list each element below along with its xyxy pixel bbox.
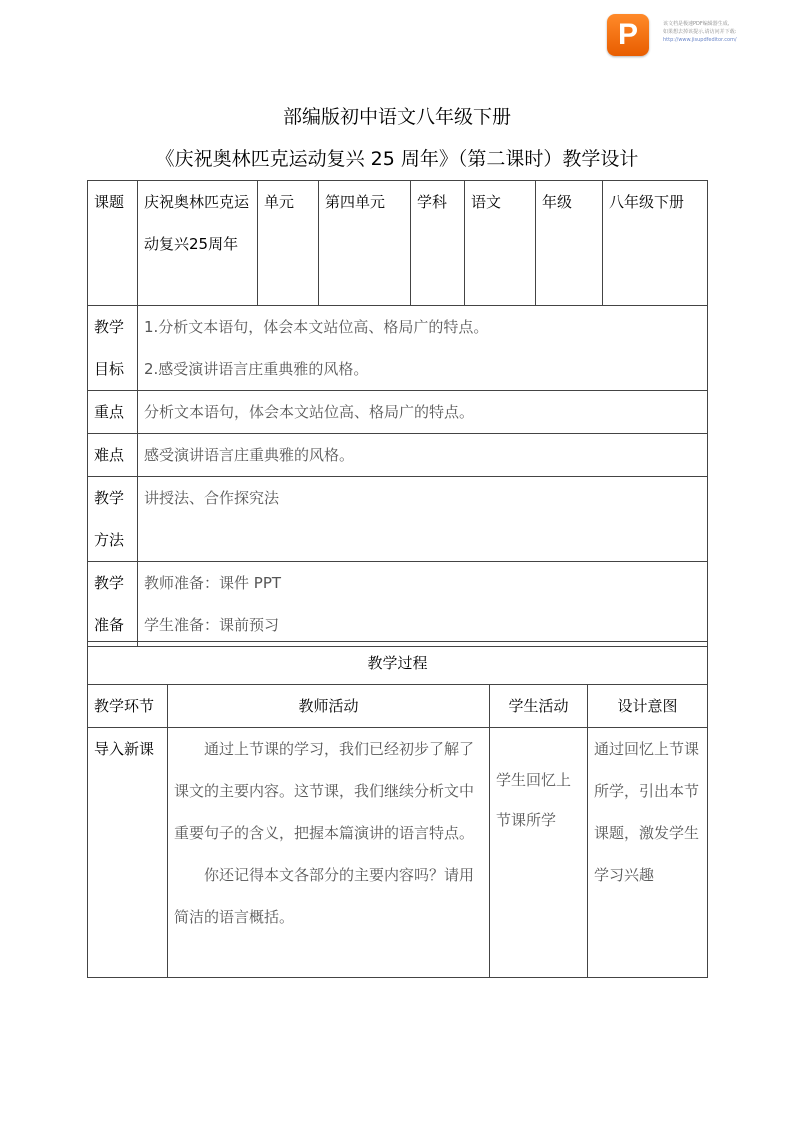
info-row (88, 181, 708, 306)
methods-label: 教学方法 (88, 477, 138, 562)
watermark-text (663, 20, 787, 44)
goal-item: 2.感受演讲语言庄重典雅的风格。 (144, 360, 369, 378)
unit-value: 第四单元 (319, 181, 411, 306)
student-activity-cell: 学生回忆上节课所学 (490, 728, 588, 978)
document-subtitle: 《庆祝奥林匹克运动复兴 25 周年》（第二课时）教学设计 (155, 148, 639, 170)
goal-item: 1.分析文本语句，体会本文站位高、格局广的特点。 (144, 318, 489, 336)
process-header-row (88, 685, 708, 728)
process-title: 教学过程 (88, 642, 708, 685)
header-intent: 设计意图 (588, 685, 708, 728)
topic-label: 课题 (88, 181, 138, 306)
stage-cell: 导入新课 (88, 728, 168, 978)
difficulties-value: 感受演讲语言庄重典雅的风格。 (138, 434, 708, 477)
methods-value: 讲授法、合作探究法 (138, 477, 708, 562)
key-points-label: 重点 (88, 391, 138, 434)
difficulties-row (88, 434, 708, 477)
lesson-info-table (87, 180, 708, 647)
watermark (607, 14, 787, 58)
process-title-row (88, 642, 708, 685)
goals-row (88, 306, 708, 391)
table-row (88, 728, 708, 978)
key-points-value: 分析文本语句，体会本文站位高、格局广的特点。 (138, 391, 708, 434)
header-teacher: 教师活动 (168, 685, 490, 728)
watermark-url[interactable]: http://www.jisupdfeditor.com/ (663, 37, 737, 43)
teacher-activity-cell (168, 728, 490, 978)
methods-row (88, 477, 708, 562)
document-title: 部编版初中语文八年级下册 (282, 106, 511, 128)
grade-label: 年级 (536, 181, 603, 306)
difficulties-label: 难点 (88, 434, 138, 477)
teacher-paragraph: 你还记得本文各部分的主要内容吗？请用简洁的语言概括。 (174, 866, 475, 926)
teacher-paragraph: 通过上节课的学习，我们已经初步了解了课文的主要内容。这节课，我们继续分析文中重要句子的含义，把握本篇演讲的语言特点。 (174, 740, 475, 842)
subject-label: 学科 (411, 181, 465, 306)
preparation-item: 学生准备：课前预习 (144, 616, 280, 634)
preparation-row (88, 562, 708, 647)
topic-value: 庆祝奥林匹克运动复兴25周年 (138, 181, 258, 306)
grade-value: 八年级下册 (603, 181, 708, 306)
subject-value: 语文 (465, 181, 536, 306)
design-intent-cell: 通过回忆上节课所学，引出本节课题，激发学生学习兴趣 (588, 728, 708, 978)
preparation-label: 教学准备 (88, 562, 138, 647)
header-student: 学生活动 (490, 685, 588, 728)
watermark-line1: 该文档是极速PDF编辑器生成, (663, 21, 730, 27)
goals-content (138, 306, 708, 391)
preparation-content (138, 562, 708, 647)
header-stage: 教学环节 (88, 685, 168, 728)
watermark-line2: 如果想去掉该提示,请访问并下载: (663, 29, 737, 35)
unit-label: 单元 (258, 181, 319, 306)
key-points-row (88, 391, 708, 434)
preparation-item: 教师准备：课件 PPT (144, 574, 282, 592)
logo-letter: P (617, 18, 638, 51)
pdf-editor-logo-icon (607, 14, 649, 56)
teaching-process-table (87, 641, 708, 978)
goals-label: 教学目标 (88, 306, 138, 391)
